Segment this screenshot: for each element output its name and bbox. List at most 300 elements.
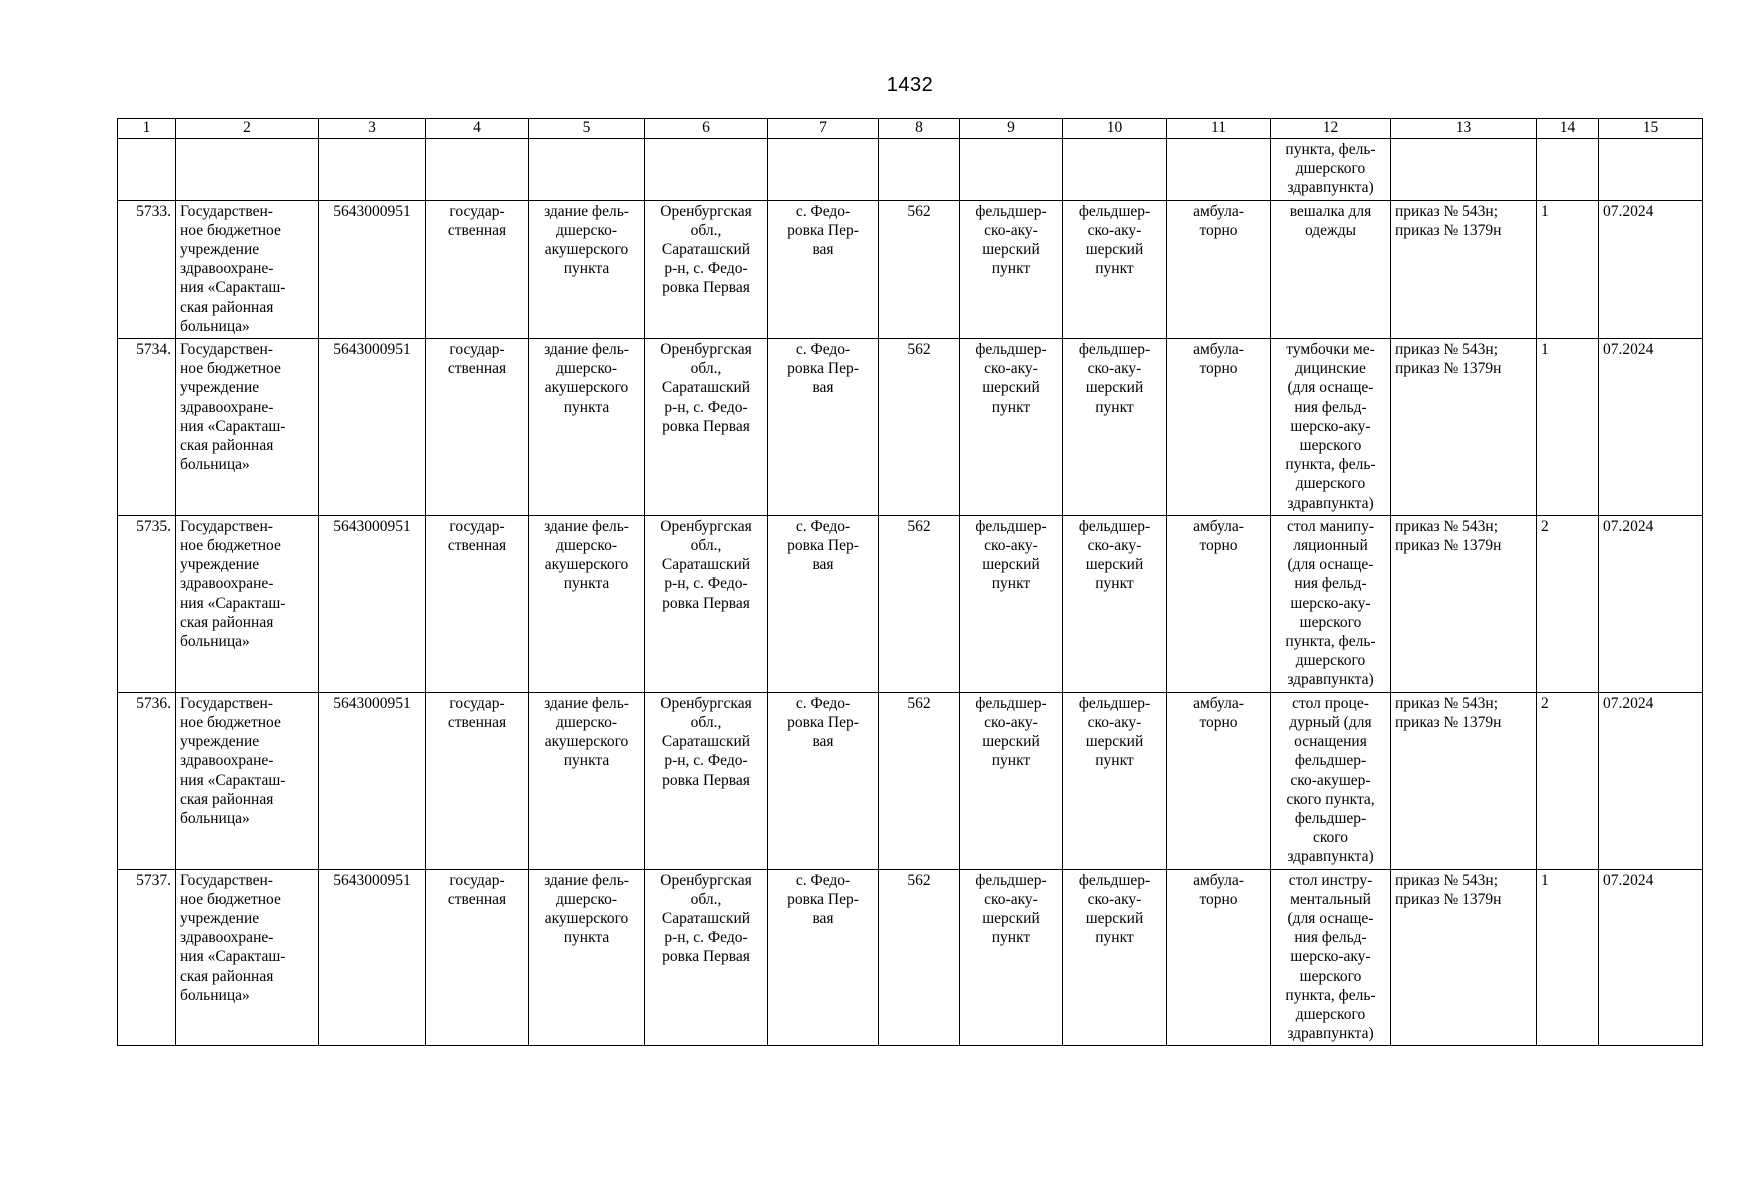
text-line: ровка Пер- <box>787 890 859 908</box>
organization-cell <box>176 869 319 1046</box>
text-line: ско-аку- <box>984 713 1038 731</box>
text-line: Сараташский <box>661 556 751 574</box>
text-line: ская районная <box>180 298 274 316</box>
care-form-cell <box>1167 869 1271 1046</box>
text-line: обл., <box>690 360 722 378</box>
equipment-register-table <box>117 118 1703 1046</box>
text-line: пункт <box>1095 398 1134 416</box>
equipment-cell <box>1271 869 1391 1046</box>
unit-cell <box>1063 869 1167 1046</box>
unit-type-cell <box>960 200 1063 338</box>
text-line: Сараташский <box>661 379 751 397</box>
text-line: дицинские <box>1295 360 1366 378</box>
column-number-12: 12 <box>1271 119 1391 139</box>
text-line: шерский <box>982 379 1040 397</box>
date-cell: 07.2024 <box>1599 869 1703 1046</box>
text-line: приказ № 1379н <box>1395 713 1502 731</box>
date-cell: 07.2024 <box>1599 200 1703 338</box>
text-line: фельдшер- <box>1078 202 1151 220</box>
text-line: здание фель- <box>544 202 629 220</box>
text-line: торно <box>1199 537 1238 555</box>
text-line: шерского <box>1299 967 1362 985</box>
text-line: больница» <box>180 986 250 1004</box>
text-line: вая <box>812 733 834 751</box>
text-line: учреждение <box>180 733 260 751</box>
text-line: ско-аку- <box>1087 537 1142 555</box>
text-line: фельдшер- <box>1078 517 1151 535</box>
column-number-11: 11 <box>1167 119 1271 139</box>
text-line: тумбочки ме- <box>1286 341 1375 359</box>
text-line: обл., <box>690 221 722 239</box>
text-line: учреждение <box>180 909 260 927</box>
text-line: ская районная <box>180 437 274 455</box>
text-line: ско-акушер- <box>1290 771 1371 789</box>
text-line: фельдшер- <box>1078 871 1151 889</box>
text-line: ровка Пер- <box>787 360 859 378</box>
text-line: государ- <box>449 341 505 359</box>
text-line: шерско-аку- <box>1290 417 1371 435</box>
text-line: фельдшер- <box>975 202 1047 220</box>
text-line: ное бюджетное <box>180 890 281 908</box>
ownership-cell <box>426 200 529 338</box>
row-number-cell: 5736. <box>118 692 176 869</box>
text-line: ное бюджетное <box>180 537 281 555</box>
text-line: с. Федо- <box>795 694 851 712</box>
inn-cell: 5643000951 <box>319 692 426 869</box>
column-number-8: 8 <box>879 119 960 139</box>
organization-cell <box>176 692 319 869</box>
text-line: Сараташский <box>661 241 751 259</box>
text-line: приказ № 543н; <box>1395 517 1499 535</box>
text-line: ровка Первая <box>662 417 750 435</box>
text-line: здравпункта) <box>1287 1025 1374 1043</box>
text-line: ская районная <box>180 790 274 808</box>
table-header <box>118 119 1703 139</box>
organization-cell <box>176 515 319 692</box>
text-line: торно <box>1199 221 1238 239</box>
text-line: дшерско- <box>556 360 617 378</box>
text-line: фельдшер- <box>975 694 1047 712</box>
text-line: шерско-аку- <box>1290 948 1371 966</box>
row-number-cell: 5735. <box>118 515 176 692</box>
text-line: шерский <box>982 241 1040 259</box>
column-number-4: 4 <box>426 119 529 139</box>
text-line: дшерско- <box>556 890 617 908</box>
order-cell <box>1391 515 1537 692</box>
text-line: больница» <box>180 317 250 335</box>
text-line: фельдшер- <box>975 871 1047 889</box>
text-line: одежды <box>1304 221 1357 239</box>
column-number-3: 3 <box>319 119 426 139</box>
text-line: фельдшер- <box>1294 752 1367 770</box>
unit-type-cell <box>960 515 1063 692</box>
text-line: учреждение <box>180 379 260 397</box>
text-line: Оренбургская <box>660 871 752 889</box>
table-row <box>118 869 1703 1046</box>
empty-cell <box>768 139 879 201</box>
column-number-2: 2 <box>176 119 319 139</box>
text-line: шерский <box>1085 909 1144 927</box>
text-line: дшерско- <box>556 713 617 731</box>
empty-cell <box>426 139 529 201</box>
building-cell <box>529 339 645 516</box>
text-line: ственная <box>447 221 507 239</box>
text-line: пункта, фель- <box>1285 986 1376 1004</box>
care-form-cell <box>1167 515 1271 692</box>
text-line: пункта, фель- <box>1285 141 1376 158</box>
text-line: с. Федо- <box>795 871 851 889</box>
text-line: вешалка для <box>1289 202 1372 220</box>
column-number-15: 15 <box>1599 119 1703 139</box>
text-line: ственная <box>447 360 507 378</box>
column-number-5: 5 <box>529 119 645 139</box>
inn-cell: 5643000951 <box>319 515 426 692</box>
text-line: пункта, фель- <box>1285 456 1376 474</box>
text-line: фельдшер- <box>1078 341 1151 359</box>
text-line: ственная <box>447 537 507 555</box>
page-number: 1432 <box>886 74 934 96</box>
text-line: дшерского <box>1295 160 1366 178</box>
text-line: здравпункта) <box>1287 671 1374 689</box>
equipment-cell <box>1271 692 1391 869</box>
address-cell <box>645 692 768 869</box>
text-line: с. Федо- <box>795 202 851 220</box>
text-line: здравоохране- <box>180 929 274 947</box>
text-line: ско-аку- <box>1087 713 1142 731</box>
text-line: здравпункта) <box>1287 179 1374 197</box>
address-cell <box>645 339 768 516</box>
text-line: Сараташский <box>661 733 751 751</box>
text-line: ния «Саракташ- <box>180 771 286 789</box>
empty-cell <box>319 139 426 201</box>
quantity-cell: 2 <box>1537 692 1599 869</box>
text-line: ско-аку- <box>1087 221 1142 239</box>
text-line: торно <box>1199 890 1238 908</box>
text-line: приказ № 1379н <box>1395 890 1502 908</box>
column-number-6: 6 <box>645 119 768 139</box>
text-line: амбула- <box>1193 517 1244 535</box>
text-line: ско-аку- <box>984 360 1038 378</box>
text-line: пункта <box>563 398 610 416</box>
text-line: ского <box>1312 829 1349 847</box>
building-cell <box>529 515 645 692</box>
text-line: дшерско- <box>556 537 617 555</box>
text-line: обл., <box>690 713 722 731</box>
text-line: амбула- <box>1193 694 1244 712</box>
text-line: р-н, с. Федо- <box>664 260 748 278</box>
code-cell: 562 <box>879 515 960 692</box>
text-line: (для оснаще- <box>1287 379 1374 397</box>
inn-cell: 5643000951 <box>319 339 426 516</box>
text-line: фельдшер- <box>975 341 1047 359</box>
care-form-cell <box>1167 200 1271 338</box>
text-line: учреждение <box>180 556 260 574</box>
text-line: приказ № 543н; <box>1395 202 1499 220</box>
text-line: ния фельд- <box>1294 929 1367 947</box>
code-cell: 562 <box>879 200 960 338</box>
text-line: дшерского <box>1295 1005 1366 1023</box>
text-line: пункт <box>1095 752 1134 770</box>
address-cell <box>645 515 768 692</box>
column-number-1: 1 <box>118 119 176 139</box>
text-line: фельдшер- <box>1294 809 1367 827</box>
text-line: амбула- <box>1193 871 1244 889</box>
text-line: р-н, с. Федо- <box>664 398 748 416</box>
care-form-cell <box>1167 692 1271 869</box>
text-line: шерского <box>1299 437 1362 455</box>
text-line: дшерско- <box>556 221 617 239</box>
text-line: акушерского <box>544 241 629 259</box>
text-line: дурный (для <box>1289 713 1372 731</box>
text-line: пункт <box>991 752 1031 770</box>
settlement-cell <box>768 515 879 692</box>
empty-cell <box>1063 139 1167 201</box>
text-line: амбула- <box>1193 341 1244 359</box>
text-line: приказ № 1379н <box>1395 360 1502 378</box>
empty-cell <box>1599 139 1703 201</box>
text-line: фельдшер- <box>975 517 1047 535</box>
table-row <box>118 339 1703 516</box>
text-line: больница» <box>180 456 250 474</box>
column-number-13: 13 <box>1391 119 1537 139</box>
text-line: амбула- <box>1193 202 1244 220</box>
text-line: здание фель- <box>544 694 629 712</box>
text-line: Государствен- <box>180 517 273 535</box>
text-line: р-н, с. Федо- <box>664 575 748 593</box>
text-line: стол проце- <box>1292 694 1369 712</box>
text-line: ное бюджетное <box>180 360 281 378</box>
text-line: приказ № 543н; <box>1395 341 1499 359</box>
column-number-7: 7 <box>768 119 879 139</box>
quantity-cell: 1 <box>1537 339 1599 516</box>
text-line: Государствен- <box>180 202 273 220</box>
text-line: ровка Первая <box>662 279 750 297</box>
text-line: пункт <box>1095 929 1134 947</box>
text-line: государ- <box>449 517 505 535</box>
text-line: шерский <box>1085 556 1144 574</box>
text-line: дшерского <box>1295 475 1366 493</box>
text-line: акушерского <box>544 556 629 574</box>
empty-cell <box>645 139 768 201</box>
text-line: ско-аку- <box>984 537 1038 555</box>
unit-type-cell <box>960 339 1063 516</box>
text-line: приказ № 1379н <box>1395 221 1502 239</box>
text-line: ская районная <box>180 967 274 985</box>
ownership-cell <box>426 869 529 1046</box>
organization-cell <box>176 339 319 516</box>
text-line: дшерского <box>1295 652 1366 670</box>
text-line: Оренбургская <box>660 694 752 712</box>
empty-cell <box>1167 139 1271 201</box>
table-row <box>118 515 1703 692</box>
address-cell <box>645 200 768 338</box>
order-cell <box>1391 200 1537 338</box>
text-line: здравоохране- <box>180 575 274 593</box>
text-line: пункта <box>563 752 610 770</box>
text-line: (для оснаще- <box>1287 909 1374 927</box>
row-number-cell: 5733. <box>118 200 176 338</box>
code-cell: 562 <box>879 692 960 869</box>
text-line: здравпункта) <box>1287 494 1374 512</box>
code-cell: 562 <box>879 339 960 516</box>
empty-cell <box>1391 139 1537 201</box>
text-line: ровка Пер- <box>787 713 859 731</box>
date-cell: 07.2024 <box>1599 339 1703 516</box>
text-line: здравоохране- <box>180 398 274 416</box>
text-line: шерский <box>1085 379 1144 397</box>
text-line: ния «Саракташ- <box>180 417 286 435</box>
text-line: пункт <box>991 260 1031 278</box>
text-line: ное бюджетное <box>180 221 281 239</box>
column-number-9: 9 <box>960 119 1063 139</box>
text-line: Оренбургская <box>660 341 752 359</box>
text-line: торно <box>1199 360 1238 378</box>
text-line: торно <box>1199 713 1238 731</box>
text-line: обл., <box>690 537 722 555</box>
text-line: (для оснаще- <box>1287 556 1374 574</box>
unit-cell <box>1063 339 1167 516</box>
text-line: пункта <box>563 575 610 593</box>
text-line: шерский <box>982 556 1040 574</box>
text-line: шерского <box>1299 613 1362 631</box>
quantity-cell: 1 <box>1537 869 1599 1046</box>
text-line: ментальный <box>1290 890 1371 908</box>
empty-cell <box>118 139 176 201</box>
text-line: с. Федо- <box>795 341 851 359</box>
text-line: пункт <box>991 398 1031 416</box>
text-line: Оренбургская <box>660 202 752 220</box>
text-line: пункт <box>1095 575 1134 593</box>
text-line: приказ № 543н; <box>1395 871 1499 889</box>
text-line: шерский <box>1085 241 1144 259</box>
empty-cell <box>1537 139 1599 201</box>
text-line: приказ № 543н; <box>1395 694 1499 712</box>
continuation-row <box>118 139 1703 201</box>
table-body <box>118 139 1703 1046</box>
text-line: оснащения <box>1294 733 1367 751</box>
building-cell <box>529 869 645 1046</box>
text-line: ского пункта, <box>1286 790 1375 808</box>
quantity-cell: 2 <box>1537 515 1599 692</box>
text-line: ния «Саракташ- <box>180 594 286 612</box>
text-line: государ- <box>449 694 505 712</box>
unit-type-cell <box>960 869 1063 1046</box>
text-line: пункта, фель- <box>1285 633 1376 651</box>
unit-cell <box>1063 200 1167 338</box>
text-line: вая <box>812 241 834 259</box>
settlement-cell <box>768 869 879 1046</box>
settlement-cell <box>768 200 879 338</box>
text-line: ляционный <box>1293 537 1368 555</box>
empty-cell <box>529 139 645 201</box>
text-line: ственная <box>447 713 507 731</box>
equipment-cell <box>1271 515 1391 692</box>
text-line: вая <box>812 909 834 927</box>
code-cell: 562 <box>879 869 960 1046</box>
text-line: с. Федо- <box>795 517 851 535</box>
text-line: ско-аку- <box>984 221 1038 239</box>
empty-cell <box>960 139 1063 201</box>
equipment-cell <box>1271 139 1391 201</box>
text-line: шерский <box>1085 733 1144 751</box>
text-line: здание фель- <box>544 341 629 359</box>
text-line: здравоохране- <box>180 260 274 278</box>
text-line: р-н, с. Федо- <box>664 929 748 947</box>
text-line: больница» <box>180 809 250 827</box>
text-line: Государствен- <box>180 871 273 889</box>
text-line: обл., <box>690 890 722 908</box>
text-line: пункт <box>991 929 1031 947</box>
ownership-cell <box>426 515 529 692</box>
organization-cell <box>176 200 319 338</box>
text-line: ско-аку- <box>984 890 1038 908</box>
equipment-cell <box>1271 200 1391 338</box>
text-line: здание фель- <box>544 871 629 889</box>
table-row <box>118 692 1703 869</box>
text-line: ровка Первая <box>662 948 750 966</box>
text-line: больница» <box>180 633 250 651</box>
ownership-cell <box>426 339 529 516</box>
building-cell <box>529 692 645 869</box>
text-line: фельдшер- <box>1078 694 1151 712</box>
ownership-cell <box>426 692 529 869</box>
text-line: здание фель- <box>544 517 629 535</box>
unit-cell <box>1063 515 1167 692</box>
unit-cell <box>1063 692 1167 869</box>
table-row <box>118 200 1703 338</box>
address-cell <box>645 869 768 1046</box>
text-line: акушерского <box>544 379 629 397</box>
column-number-row <box>118 119 1703 139</box>
text-line: ровка Первая <box>662 771 750 789</box>
text-line: ровка Пер- <box>787 221 859 239</box>
text-line: Оренбургская <box>660 517 752 535</box>
text-line: Государствен- <box>180 694 273 712</box>
column-number-14: 14 <box>1537 119 1599 139</box>
row-number-cell: 5734. <box>118 339 176 516</box>
text-line: ственная <box>447 890 507 908</box>
text-line: пункта <box>563 260 610 278</box>
order-cell <box>1391 339 1537 516</box>
inn-cell: 5643000951 <box>319 200 426 338</box>
text-line: ния фельд- <box>1294 398 1367 416</box>
text-line: ния фельд- <box>1294 575 1367 593</box>
text-line: Государствен- <box>180 341 273 359</box>
text-line: здравоохране- <box>180 752 274 770</box>
order-cell <box>1391 869 1537 1046</box>
text-line: Сараташский <box>661 909 751 927</box>
text-line: ская районная <box>180 613 274 631</box>
text-line: стол манипу- <box>1287 517 1374 535</box>
text-line: ния «Саракташ- <box>180 279 286 297</box>
text-line: акушерского <box>544 733 629 751</box>
empty-cell <box>879 139 960 201</box>
text-line: стол инстру- <box>1288 871 1373 889</box>
settlement-cell <box>768 339 879 516</box>
settlement-cell <box>768 692 879 869</box>
unit-type-cell <box>960 692 1063 869</box>
text-line: вая <box>812 379 834 397</box>
quantity-cell: 1 <box>1537 200 1599 338</box>
text-line: здравпункта) <box>1287 848 1374 866</box>
text-line: ско-аку- <box>1087 360 1142 378</box>
text-line: шерский <box>982 733 1040 751</box>
date-cell: 07.2024 <box>1599 692 1703 869</box>
text-line: приказ № 1379н <box>1395 537 1502 555</box>
text-line: шерский <box>982 909 1040 927</box>
text-line: вая <box>812 556 834 574</box>
text-line: ровка Первая <box>662 594 750 612</box>
